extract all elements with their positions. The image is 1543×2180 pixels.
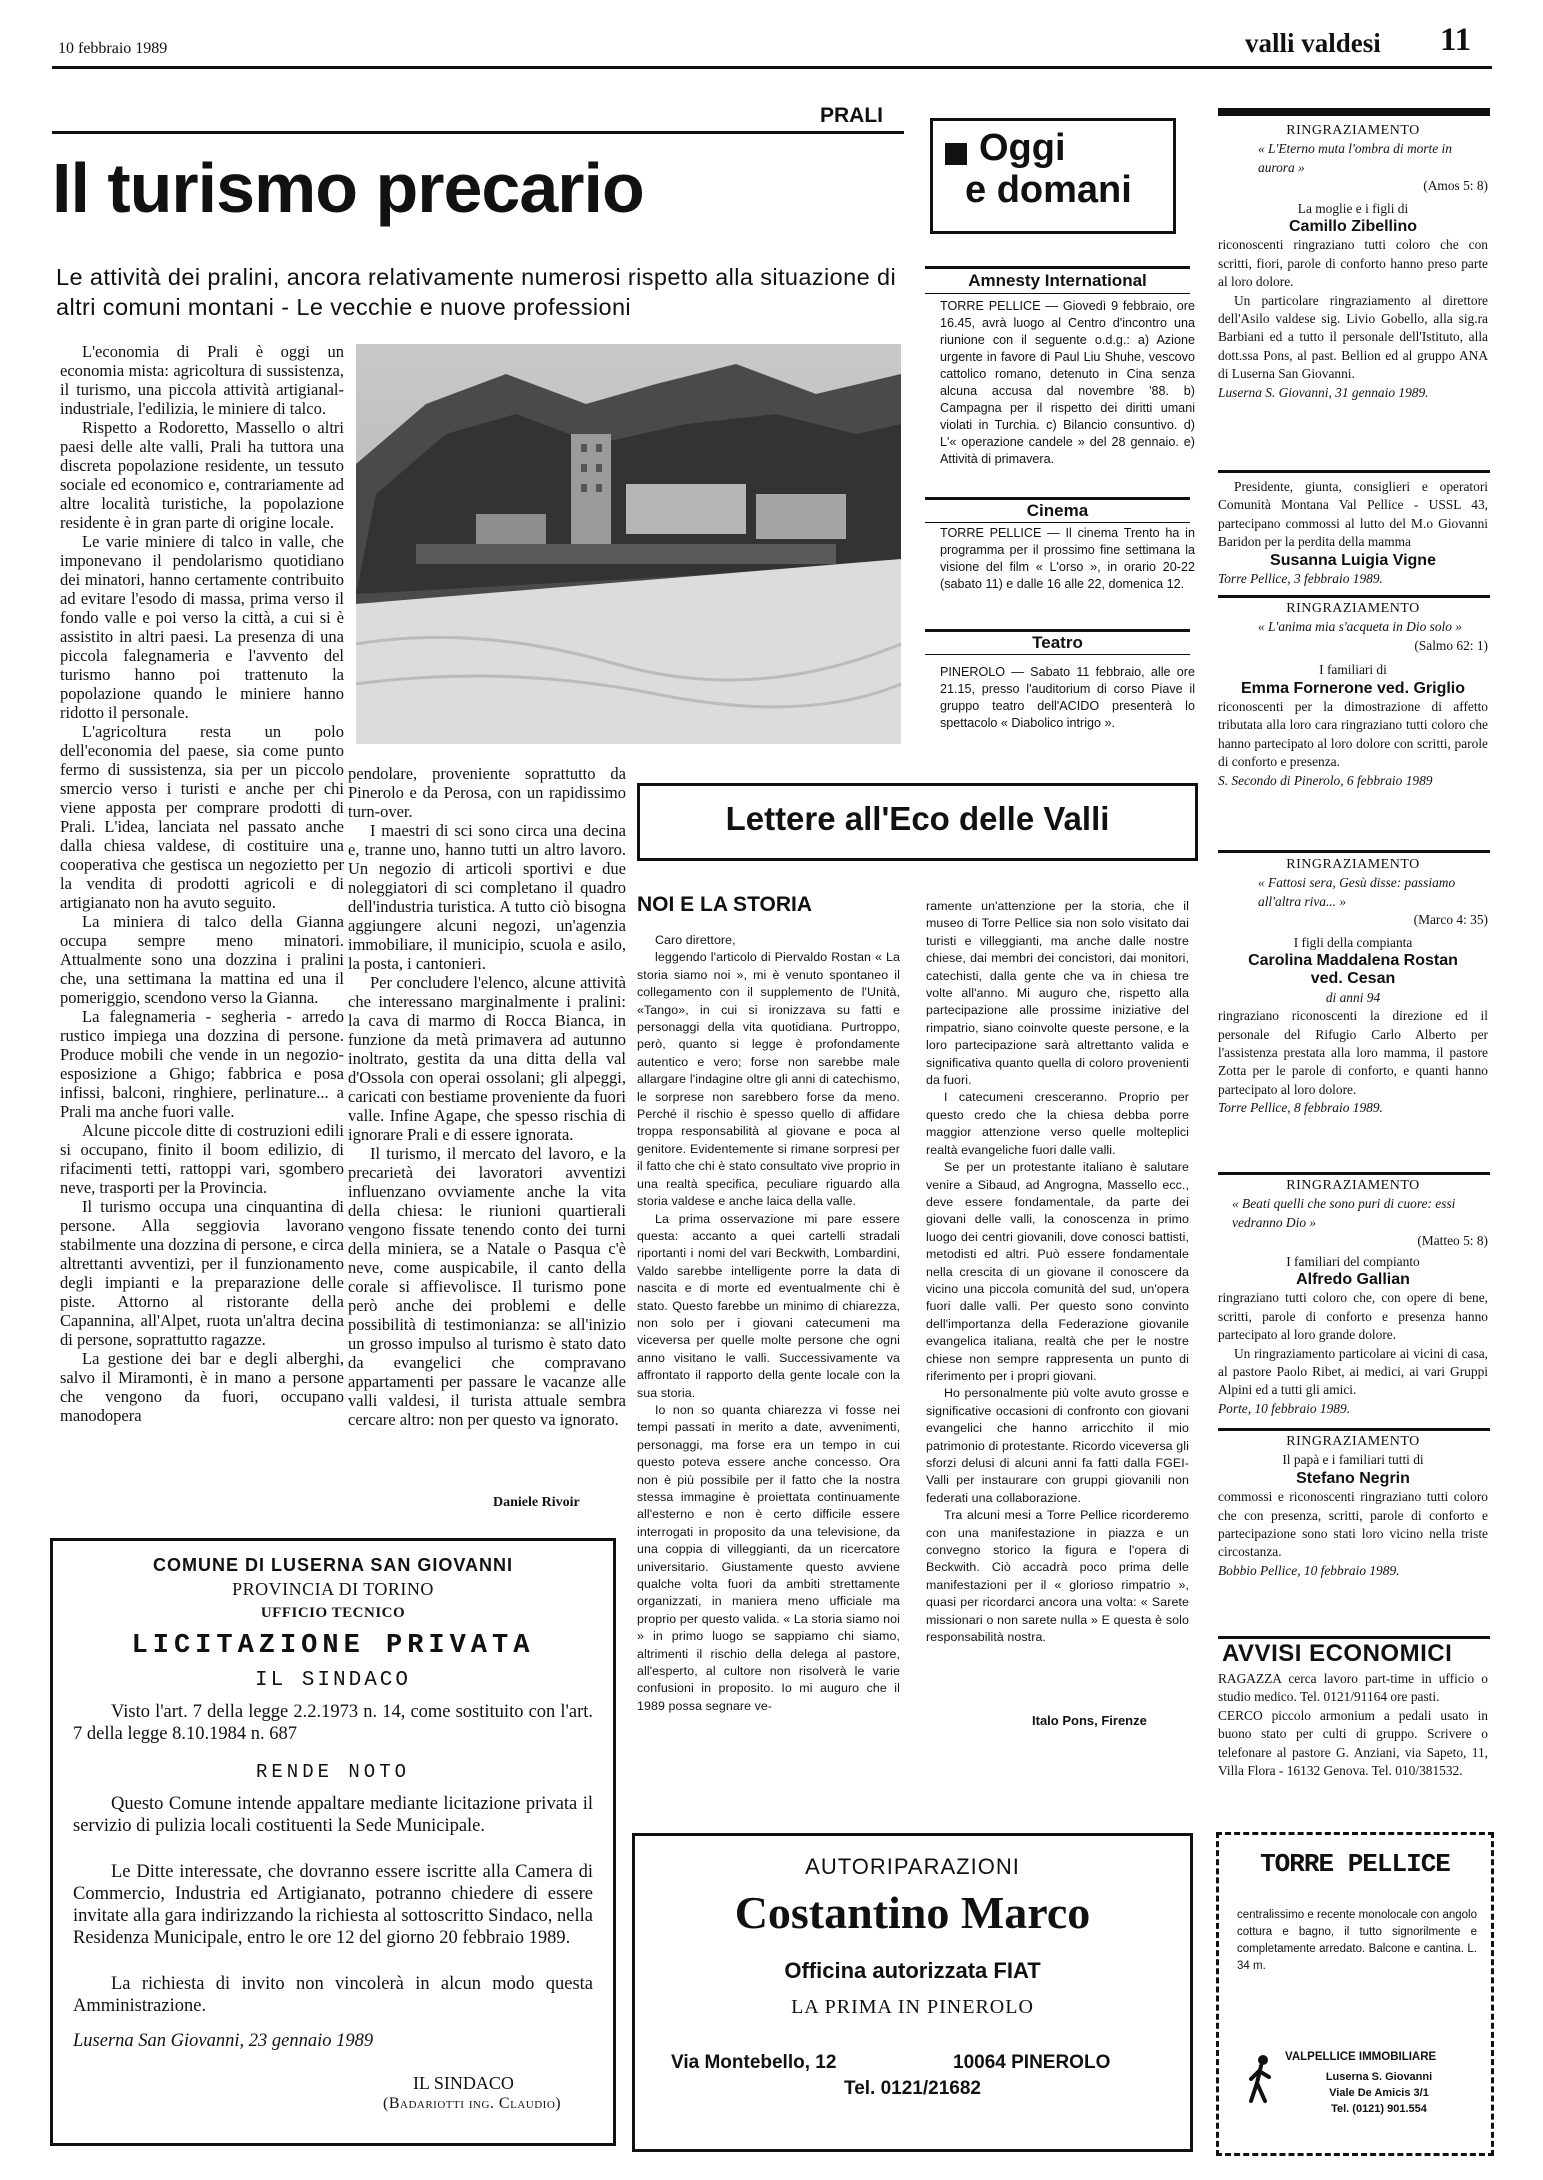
- article-subtitle: Le attività dei pralini, ancora relativamente numerosi rispetto alla situazione di altri comuni montani - Le vecchie e nuove professioni: [56, 264, 897, 320]
- ringraziamento-heading: RINGRAZIAMENTO: [1286, 601, 1420, 616]
- walking-man-logo-icon: [1245, 2053, 1277, 2105]
- lutto-date: Torre Pellice, 3 febbraio 1989.: [1218, 571, 1383, 587]
- article-paragraph: La falegnameria - segheria - arredo rustico impiega una dozzina di persone. Produce mobili che vende in un negozio-esposizione a Ghigo; fabbrica e posa infissi, balconi, ringhiere, perlinature... a Prali ma anche fuori valle.: [60, 1007, 344, 1121]
- comune-place-date: Luserna San Giovanni, 23 gennaio 1989: [73, 2031, 374, 2051]
- article-paragraph: pendolare, proveniente soprattutto da Pinerolo e da Perosa, con un rapidissimo turn-over.: [348, 764, 626, 821]
- bible-reference: (Matteo 5: 8): [1417, 1233, 1488, 1249]
- article-paragraph: L'economia di Prali è oggi un economia mista: agricoltura di sussistenza, il turismo, una piccola attività artigianal-industriale, l'edilizia, le miniere di talco.: [60, 342, 344, 418]
- ad-auto-line-4: LA PRIMA IN PINEROLO: [791, 1996, 1034, 2018]
- article-photo-prali-village: [356, 344, 901, 744]
- comune-signature-name: (Badariotti ing. Claudio): [383, 2095, 562, 2112]
- ringraziamento-negrin: [1218, 1433, 1488, 1580]
- ad-auto-address: Via Montebello, 12: [671, 2052, 837, 2073]
- ad-auto-name: Costantino Marco: [734, 1887, 1091, 1938]
- sidebar-rule: [1218, 470, 1490, 473]
- ringraziamento-intro: I figli della compianta: [1293, 934, 1413, 950]
- comune-paragraph-2: Questo Comune intende appaltare mediante licitazione privata il servizio di pulizia locali costituenti la Sede Municipale.: [73, 1794, 593, 1836]
- sidebar-rule: [1218, 1172, 1490, 1175]
- sidebar-rule: [1218, 850, 1490, 853]
- letters-banner-box: [637, 783, 1198, 861]
- torre-pellice-ad-box: [1216, 1832, 1494, 2156]
- prali-photo-illustration: [356, 344, 901, 744]
- bible-quote: « Fattosi sera, Gesù disse: passiamo all'altra riva... »: [1258, 875, 1456, 909]
- oggi-section-teatro-text: PINEROLO — Sabato 11 febbraio, alle ore 21.15, presso l'auditorium di corso Piave il gruppo teatro dell'ACIDO presenterà lo spettacolo « Diabolico intrigo ».: [940, 665, 1195, 730]
- article-paragraph: Alcune piccole ditte di costruzioni edili si occupano, finito il boom edilizio, di rifacimenti tetti, rattoppi vari, sgombero neve, trasporti per la Provincia.: [60, 1121, 344, 1197]
- walking-man-icon: [1245, 2053, 1277, 2105]
- article-kicker: PRALI: [820, 104, 883, 127]
- letter-paragraph: Ho personalmente più volte avuto grosse e significative occasioni di confronto con giovani evangelici che hanno arricchito il mio patrimonio di protestante. Ricordo viceversa gli sforzi delusi di alcuni anni fa fatti dalla FGEI-Valli per instaurare con gruppi giovanili non federati una collaborazione.: [926, 1386, 1189, 1505]
- letters-title: NOI E LA STORIA: [637, 893, 813, 916]
- article-author: Daniele Rivoir: [493, 1495, 580, 1510]
- letters-column-1: [637, 932, 900, 1713]
- oggi-section-cinema-text: TORRE PELLICE — Il cinema Trento ha in programma per il prossimo fine settimana la visione del film « L'orso », in orario 20-22 (sabato 11) e dalle 16 alle 22, domenica 12.: [940, 526, 1195, 591]
- letter-paragraph: I catecumeni cresceranno. Proprio per questo credo che la chiesa debba porre maggior attenzione verso quelle molteplici realtà evangeliche fuori dalle valli.: [926, 1090, 1189, 1157]
- deceased-name: Emma Fornerone ved. Griglio: [1240, 679, 1466, 697]
- ringraziamento-griglio: [1218, 600, 1488, 790]
- avvisi-economici-title: AVVISI ECONOMICI: [1222, 1640, 1453, 1667]
- ringraziamento-date: Torre Pellice, 8 febbraio 1989.: [1218, 1100, 1383, 1116]
- ad-tp-address-2: Viale De Amicis 3/1: [1329, 2087, 1429, 2099]
- article-kicker-rule: [52, 131, 904, 134]
- letters-banner-title: Lettere all'Eco delle Valli: [725, 800, 1110, 837]
- ringraziamento-intro: La moglie e i figli di: [1297, 200, 1409, 216]
- ad-tp-phone: Tel. (0121) 901.554: [1331, 2103, 1427, 2115]
- comune-signature-title: IL SINDACO: [413, 2073, 514, 2093]
- article-paragraph: Le varie miniere di talco in valle, che imponevano il pendolarismo quotidiano dei minatori, hanno certamente contribuito ad evitare l'esodo di massa, prima verso il fondo valle e poi verso la città, a cui si è assistito in altri paesi. La presenza di una piccola falegnameria e l'avvento del turismo hanno poi trattenuto la popolazione quando le miniere hanno ridotto il personale.: [60, 532, 344, 722]
- oggi-section-cinema-heading: Cinema: [925, 497, 1190, 523]
- ringraziamento-text: riconoscenti ringraziano tutti coloro che con scritti, fiori, parole di conforto hanno preso parte al loro dolore.: [1218, 237, 1488, 290]
- sidebar-top-rule: [1218, 108, 1490, 116]
- bible-quote: « Beati quelli che sono puri di cuore: essi vedranno Dio »: [1232, 1196, 1456, 1230]
- oggi-title-line2: e domani: [965, 169, 1132, 211]
- deceased-age: di anni 94: [1325, 989, 1381, 1005]
- ringraziamento-date: S. Secondo di Pinerolo, 6 febbraio 1989: [1218, 772, 1433, 788]
- ringraziamento-heading: RINGRAZIAMENTO: [1286, 123, 1420, 138]
- deceased-name: Camillo Zibellino: [1288, 218, 1417, 236]
- ringraziamento-date: Luserna S. Giovanni, 31 gennaio 1989.: [1218, 384, 1429, 400]
- article-paragraph: L'agricoltura resta un polo dell'economia del paese, sia come punto fermo di sussistenza, sia per un piccolo smercio verso i turisti e anche per chi viene apposta per comprare prodotti di Prali. L'idea, lanciata nel passato anche dalla chiesa valdese, di costituire una cooperativa che gestisca un negozietto per la vendita di prodotti agricoli e di artigianato non ha avuto seguito.: [60, 722, 344, 912]
- ringraziamento-text: riconoscenti per la dimostrazione di affetto tributata alla loro cara ringraziano tutti coloro che hanno partecipato al loro dolore con scritti, parole di conforto e presenza.: [1218, 699, 1488, 770]
- bible-quote: « L'Eterno muta l'ombra di morte in aurora »: [1258, 141, 1452, 175]
- ringraziamento-text: commossi e riconoscenti ringraziano tutti coloro che con presenza, scritti, parole di conforto e partecipazione sono stati loro vicino nella triste circostanza.: [1218, 1489, 1488, 1560]
- ringraziamento-heading: RINGRAZIAMENTO: [1286, 857, 1420, 872]
- ringraziamento-text: ringraziano tutti coloro che, con opere di bene, scritti, parole di conforto e presenza hanno partecipato al loro grande dolore.: [1218, 1290, 1488, 1343]
- article-paragraph: Il turismo occupa una cinquantina di persone. Alla seggiovia lavorano stabilmente una dozzina di persone, e circa altrettanti avventizi, per il funzionamento degli impianti e la preparazione delle piste. Attorno al ristorante della Capannina, all'Alpet, ruota un'altra decina di persone, soprattutto ragazze.: [60, 1197, 344, 1349]
- ringraziamento-gallian: [1218, 1177, 1488, 1418]
- letter-paragraph: Caro direttore,: [655, 933, 736, 947]
- oggi-section-amnesty-heading: Amnesty International: [925, 266, 1190, 294]
- ringraziamento-date: Bobbio Pellice, 10 febbraio 1989.: [1218, 1562, 1400, 1578]
- deceased-name: Susanna Luigia Vigne: [1270, 551, 1436, 569]
- comune-notice-box: [50, 1538, 616, 2146]
- article-paragraph: La gestione dei bar e degli alberghi, salvo il Miramonti, è in mano a persone che vengono da fuori, occupano manodopera: [60, 1349, 344, 1425]
- deceased-name: Carolina Maddalena Rostan: [1248, 952, 1458, 970]
- ringraziamento-text-2: Un particolare ringraziamento al direttore dell'Asilo valdese sig. Livio Gobello, alla sig.ra Barbiani ed a tutto il personale dell'Istituto, alla dott.ssa Pons, al past. Bellion ed al gruppo ANA di Luserna San Giovanni.: [1218, 292, 1488, 382]
- letter-paragraph: Io non so quanta chiarezza vi fosse nei tempi passati in merito a date, avvenimenti, personaggi, ma forse era un tempo in cui questo poteva essere anche concesso. Ora non è più possibile per il fatto che la nostra stessa immagine è proiettata continuamente all'esterno e non è certo difficile essere interrogati in proposito da una televisione, da una coppia di villeggianti, da un ricercatore universitario. Giustamente questo avviene qualche volta fuori da ambiti strettamente organizzati, in maniera meno ufficiale ma proprio per questo valida. « La storia siamo noi » in primo luogo se sappiamo chi siamo, altrimenti il rischio della delega al pastore, all'esperto, al cultore non risolverà le varie confusioni in proposito. Io mi auguro che il 1989 possa segnare ve-: [637, 1402, 900, 1713]
- bible-quote: « L'anima mia s'acqueta in Dio solo »: [1258, 619, 1462, 635]
- oggi-title-line1: Oggi: [979, 127, 1066, 169]
- ringraziamento-rostan: [1218, 856, 1488, 1118]
- ringraziamento-date: Porte, 10 febbraio 1989.: [1218, 1400, 1351, 1416]
- letter-paragraph: La prima osservazione mi pare essere questa: accanto a quei cartelli stradali riportanti i nomi del vari Beckwith, Lombardini, Valdo sarebbe intelligente porre la data di nascita e di morte ed eventualmente chi è stato. Questo farebbe un minimo di chiarezza, non solo per i giovani catecumeni ma viceversa per quelle molte persone che ogni anno visitano le valli. Successivamente va affrontato il rapporto della gente locale con la sua storia.: [637, 1211, 900, 1400]
- header-date: 10 febbraio 1989: [58, 40, 168, 57]
- comune-paragraph-1: Visto l'art. 7 della legge 2.2.1973 n. 14, come sostituito con l'art. 7 della legge 8.10.1984 n. 687: [73, 1702, 593, 1744]
- bible-reference: (Amos 5: 8): [1423, 178, 1488, 194]
- ringraziamento-intro: I familiari del compianto: [1286, 1253, 1420, 1269]
- deceased-name: Stefano Negrin: [1296, 1469, 1410, 1487]
- sidebar-rule: [1218, 1636, 1490, 1639]
- comune-paragraph-4: La richiesta di invito non vincolerà in alcun modo questa Amministrazione.: [73, 1974, 593, 2016]
- deceased-name: Alfredo Gallian: [1296, 1271, 1410, 1289]
- letter-paragraph: Tra alcuni mesi a Torre Pellice ricorderemo con una manifestazione in piazza e un convegno storico la figura e l'opera di Beckwith. Ciò accadrà poco prima delle manifestazioni per il « glorioso rimpatrio », quasi per ricordarci ancora una volta: « Sarete missionari o non sarete nulla » E questa è solo responsabilità nostra.: [926, 1508, 1189, 1645]
- deceased-name-2: ved. Cesan: [1310, 970, 1396, 988]
- ringraziamento-zibellino: [1218, 122, 1488, 402]
- letter-paragraph: leggendo l'articolo di Piervaldo Rostan « La storia siamo noi », mi è venuto spontaneo il collegamento con il supplemento de l'Unità, «Tango», in cui si ironizzava su fatti e personaggi della vita quotidiana. Purtroppo, però, quanto si legge è profondamente autentico e vero; forse non sarebbe male allargare l'indagine oltre gli anni di catechismo, le sorprese non sarebbero forse da meno. Perché il rischio è spesso quello di affidare troppa responsabilità al giovane e poca al genitore. Evidentemente si rimane sorpresi per il fatto che chi è stato consultato vive proprio in una realtà specifica, peculiare riguardo alla storia valdese e anche laica della valle.: [637, 950, 900, 1209]
- avviso-item: RAGAZZA cerca lavoro part-time in ufficio o studio medico. Tel. 0121/91164 ore pasti.: [1218, 1671, 1488, 1705]
- sidebar-rule: [1218, 595, 1490, 598]
- article-column-1: [60, 342, 344, 1517]
- header-rule: [52, 66, 1492, 69]
- letters-column-2: [926, 898, 1189, 1645]
- ad-tp-title: TORRE PELLICE: [1260, 1849, 1450, 1879]
- article-paragraph: Rispetto a Rodoretto, Massello o altri paesi delle alte valli, Prali ha tuttora una discreta popolazione residente, un tessuto sociale ed economico e, contrariamente ad altre località turistiche, la popolazione residente è in gran parte di origine locale.: [60, 418, 344, 532]
- comune-line-5: IL SINDACO: [254, 1669, 412, 1692]
- ad-auto-line-3: Officina autorizzata FIAT: [784, 1958, 1041, 1983]
- bible-reference: (Salmo 62: 1): [1414, 637, 1488, 653]
- autoriparazioni-ad-box: [632, 1833, 1193, 2152]
- oggi-section-amnesty-text: TORRE PELLICE — Giovedì 9 febbraio, ore 16.45, avrà luogo al Centro d'incontro una riunione con il seguente o.d.g.: a) Azione urgente in favore di Paul Liu Shuhe, vescovo cattolico romano, detenuto in Cina senza alcuna accusa dal novembre '88. b) Campagna per il rispetto dei diritti umani violati in Turchia. c) Bilancio consuntivo. d) L'« operazione candele » del 28 gennaio. e) Attività di primavera.: [940, 299, 1195, 466]
- ringraziamento-text-2: Un ringraziamento particolare ai vicini di casa, al pastore Paolo Ribet, ai medici, ai vari Gruppi Alpini ed a tutti gli amici.: [1218, 1345, 1488, 1398]
- ringraziamento-heading: RINGRAZIAMENTO: [1286, 1178, 1420, 1193]
- comune-line-1: COMUNE DI LUSERNA SAN GIOVANNI: [152, 1555, 513, 1575]
- letters-author: Italo Pons, Firenze: [1032, 1713, 1147, 1728]
- bible-reference: (Marco 4: 35): [1413, 912, 1488, 928]
- ringraziamento-intro: Il papà e i familiari tutti di: [1282, 1452, 1424, 1468]
- ad-tp-agency: VALPELLICE IMMOBILIARE: [1285, 2051, 1437, 2063]
- header-paper-name: valli valdesi: [1245, 28, 1381, 58]
- ringraziamento-text: ringraziano riconoscenti la direzione ed il personale del Rifugio Carlo Alberto per l'assistenza prestata alla loro mamma, il pastore Zotta per le parole di conforto, e quanti hanno partecipato al loro dolore.: [1218, 1008, 1488, 1097]
- bullet-square-icon: [945, 143, 967, 165]
- comune-line-4: LICITAZIONE PRIVATA: [131, 1631, 535, 1661]
- oggi-section-teatro-heading: Teatro: [925, 629, 1190, 655]
- ad-auto-line-1: AUTORIPARAZIONI: [805, 1854, 1020, 1879]
- article-paragraph: La miniera di talco della Gianna occupa sempre meno minatori. Attualmente sono una dozzina i pralini che, una settimana la mattina ed una il pomeriggio, scendono verso la Gianna.: [60, 912, 344, 1007]
- oggi-domani-box: [930, 118, 1176, 234]
- article-title: Il turismo precario: [52, 149, 644, 227]
- avvisi-economici: [1218, 1670, 1488, 1780]
- article-column-2: [348, 764, 626, 1504]
- ad-tp-address-1: Luserna S. Giovanni: [1325, 2071, 1433, 2083]
- letter-paragraph: Se per un protestante italiano è salutare venire a Sibaud, ad Angrogna, Massello ecc., deve essere fondamentale, da parte dei giovani delle valli, la conoscenza in primo luogo dei centri giovanili, dove conosci battisti, metodisti ed altri. Può essere fondamentale nella crescita di un giovane il conoscere da vicino una piccola comunità del sud, un'opera fuori dalle valli. Per questo sono convinto dell'importanza della Federazione giovanile evangelica italiana, realtà che per le nostre chiese non sempre rappresenta un punto di riferimento per i propri giovani.: [926, 1160, 1189, 1383]
- ringraziamento-heading: RINGRAZIAMENTO: [1286, 1434, 1420, 1449]
- article-paragraph: Per concludere l'elenco, alcune attività che interessano marginalmente i pralini: la cava di marmo di Rocca Bianca, in funzione da metà primavera ad autunno inoltrato, gestita da una ditta della val d'Ossola con operai ossolani; gli alpeggi, caricati con bestiame proveniente da fuori valle. Infine Agape, che spesso rischia di ignorare Prali e di essere ignorata.: [348, 973, 626, 1144]
- article-paragraph: Il turismo, il mercato del lavoro, e la precarietà dei lavoratori avventizi influenzano ovviamente anche la vita della chiesa: le riunioni quartierali vengono fissate tenendo conto dei turni della miniera, se a Natale o Pasqua c'è neve, come auspicabile, il canto della corale si affievolisce. Il turismo pone però anche dei problemi e delle possibilità di testimonianza: se all'inizio un grosso impulso al turismo è stato dato da evangelici che compravano appartamenti per passare le vacanze alle valli valdesi, il turista attuale sembra cercare altro: non per questo va ignorato.: [348, 1144, 626, 1429]
- comune-line-2: PROVINCIA DI TORINO: [232, 1579, 434, 1599]
- lutto-vigne: [1218, 478, 1488, 588]
- lutto-text: Presidente, giunta, consiglieri e operatori Comunità Montana Val Pellice - USSL 43, partecipano commossi al lutto del M.o Giovanni Baridon per la perdita della mamma: [1218, 479, 1488, 550]
- ad-tp-text: centralissimo e recente monolocale con angolo cottura e bagno, il tutto signorilmente e completamente arredato. Balcone e cantina. L. 34 m.: [1237, 1909, 1477, 1972]
- comune-line-3: UFFICIO TECNICO: [260, 1605, 406, 1621]
- article-paragraph: I maestri di sci sono circa una decina e, tranne uno, hanno tutti un altro lavoro. Un negozio di articoli sportivi e due noleggiatori di sci completano il quadro dell'industria turistica. A tutto ciò bisogna aggiungere alcuni negozi, un'agenzia immobiliare, il municipio, scuola e asilo, la posta, i cantonieri.: [348, 821, 626, 973]
- comune-line-6: RENDE NOTO: [255, 1761, 411, 1783]
- ringraziamento-intro: I familiari di: [1319, 662, 1387, 678]
- header-page-number: 11: [1440, 22, 1472, 58]
- comune-paragraph-3: Le Ditte interessate, che dovranno essere iscritte alla Camera di Commercio, Industria ed Artigianato, potranno chiedere di essere invitate alla gara indirizzando la richiesta al sottoscritto Sindaco, nella Residenza Municipale, entro le ore 12 del giorno 20 febbraio 1989.: [73, 1862, 593, 1948]
- letter-paragraph: ramente un'attenzione per la storia, che il museo di Torre Pellice sia non solo visitato dai turisti e villeggianti, ma anche dalle nostre chiese, dai membri dei concistori, dai monitori, catechisti, dalla gente che va in chiesa tre volte all'anno. Mi auguro che, rispetto alla partecipazione alle prossime iniziative del rimpatrio, siano coinvolte queste persone, e la loro partecipazione sarà altrettanto valida e significativa quanto quella di coloro provenienti da fuori.: [926, 899, 1189, 1088]
- sidebar-rule: [1218, 1428, 1490, 1431]
- ad-auto-phone: Tel. 0121/21682: [844, 2078, 981, 2099]
- avviso-item: CERCO piccolo armonium a pedali usato in buono stato per culti di gruppo. Scrivere o telefonare al pastore G. Anziani, via Sapeto, 11, Villa Flora - 16132 Genova. Tel. 010/381532.: [1218, 1707, 1488, 1779]
- ad-auto-city: 10064 PINEROLO: [953, 2052, 1111, 2073]
